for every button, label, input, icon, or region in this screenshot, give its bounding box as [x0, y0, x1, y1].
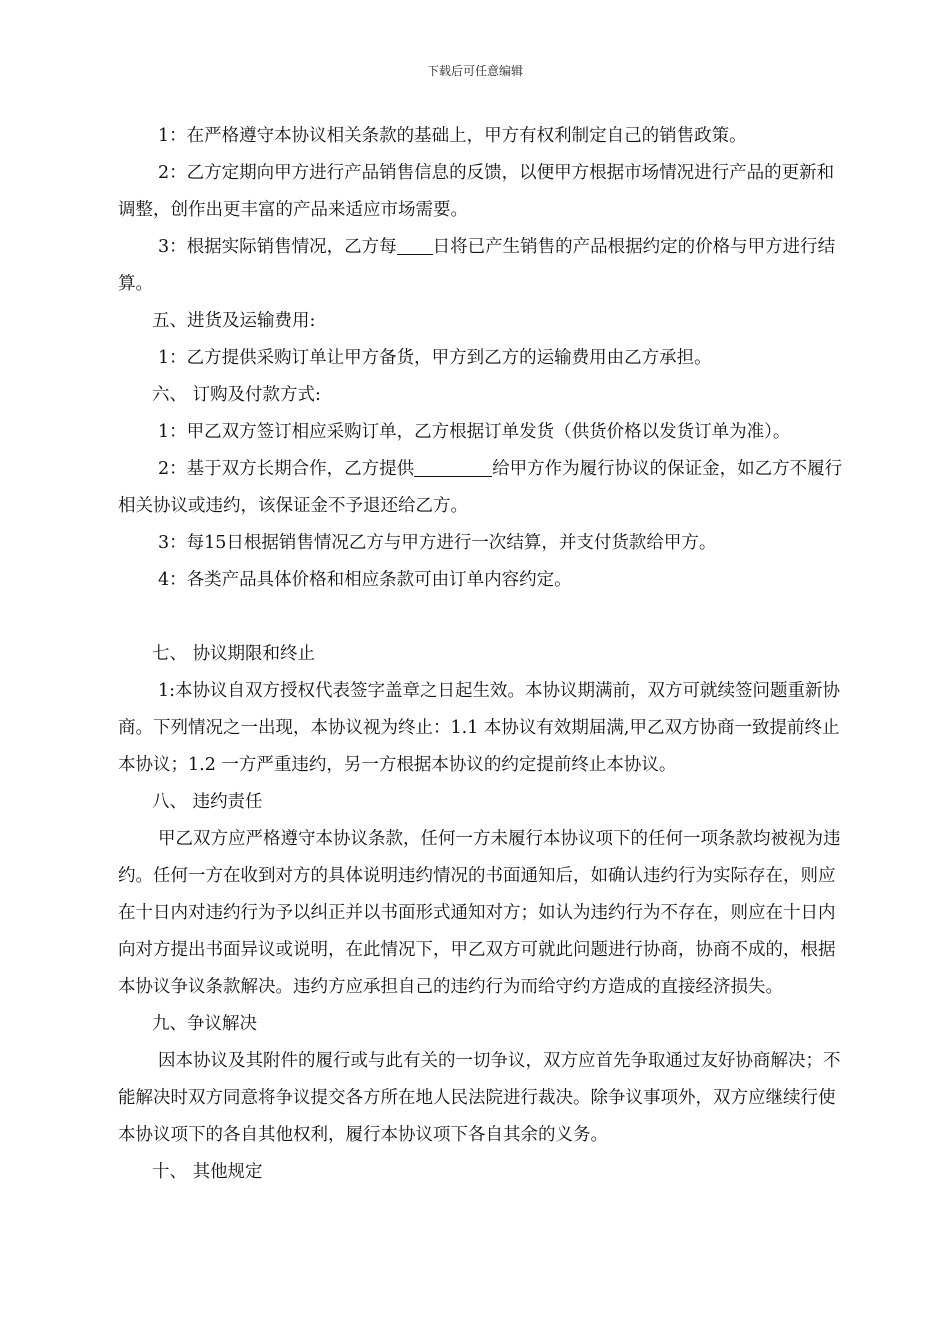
page-header: 下载后可任意编辑	[426, 64, 523, 78]
fill-in-blank-deposit	[414, 456, 492, 477]
clause-6-item-1: 1：甲乙双方签订相应采购订单，乙方根据订单发货（供货价格以发货订单为准）。	[158, 422, 791, 442]
clause-6-item-2	[118, 451, 848, 525]
clause-4-item-2: 2：乙方定期向甲方进行产品销售信息的反馈，以便甲方根据市场情况进行产品的更新和调整，创作出更丰富的产品来适应市场需要。	[118, 163, 835, 220]
clause-6-item-2-before: 2：基于双方长期合作，乙方提供	[158, 459, 415, 479]
clause-5-item-1: 1：乙方提供采购订单让甲方备货，甲方到乙方的运输费用由乙方承担。	[158, 348, 712, 368]
section-8-heading: 八、 违约责任	[152, 792, 263, 812]
blank-line	[118, 599, 848, 636]
section-5-heading: 五、进货及运输费用:	[152, 311, 316, 331]
section-9-heading: 九、争议解决	[152, 1014, 257, 1034]
fill-in-blank-days	[397, 234, 433, 255]
clause-6-item-2-after: 给甲方作为履行协议的保证金，如乙方不履行相关协议或违约，该保证金不予退还给乙方。	[118, 459, 843, 516]
clause-4-item-3-before: 3：根据实际销售情况，乙方每	[158, 237, 397, 257]
document-body	[118, 118, 848, 1191]
section-6-heading: 六、 订购及付款方式:	[152, 385, 321, 405]
clause-6-item-4: 4：各类产品具体价格和相应条款可由订单内容约定。	[158, 570, 572, 590]
clause-9-body: 因本协议及其附件的履行或与此有关的一切争议，双方应首先争取通过友好协商解决；不能解决时双方同意将争议提交各方所在地人民法院进行裁决。除争议事项外，双方应继续行使本协议项下的各自其他权利，履行本协议项下各自其余的义务。	[118, 1051, 841, 1145]
clause-6-item-3: 3：每15日根据销售情况乙方与甲方进行一次结算，并支付货款给甲方。	[158, 533, 717, 553]
clause-4-item-3	[118, 229, 848, 303]
section-7-heading: 七、 协议期限和终止	[152, 644, 316, 664]
clause-7-item-1: 1:本协议自双方授权代表签字盖章之日起生效。本协议期满前，双方可就续签问题重新协商。下列情况之一出现，本协议视为终止：1.1 本协议有效期届满,甲乙双方协商一致提前终止本协议；1.2 一方严重违约，另一方根据本协议的约定提前终止本协议。	[118, 681, 841, 775]
clause-4-item-1: 1：在严格遵守本协议相关条款的基础上，甲方有权利制定自己的销售政策。	[158, 126, 747, 146]
clause-8-body: 甲乙双方应严格遵守本协议条款，任何一方未履行本协议项下的任何一项条款均被视为违约。任何一方在收到对方的具体说明违约情况的书面通知后，如确认违约行为实际存在，则应在十日内对违约行为予以纠正并以书面形式通知对方；如认为违约行为不存在，则应在十日内向对方提出书面异议或说明，在此情况下，甲乙双方可就此问题进行协商，协商不成的，根据本协议争议条款解决。违约方应承担自己的违约行为而给守约方造成的直接经济损失。	[118, 829, 841, 997]
clause-4-item-3-after: 日将已产生销售的产品根据约定的价格与甲方进行结算。	[118, 237, 836, 294]
section-10-heading: 十、 其他规定	[152, 1162, 263, 1182]
